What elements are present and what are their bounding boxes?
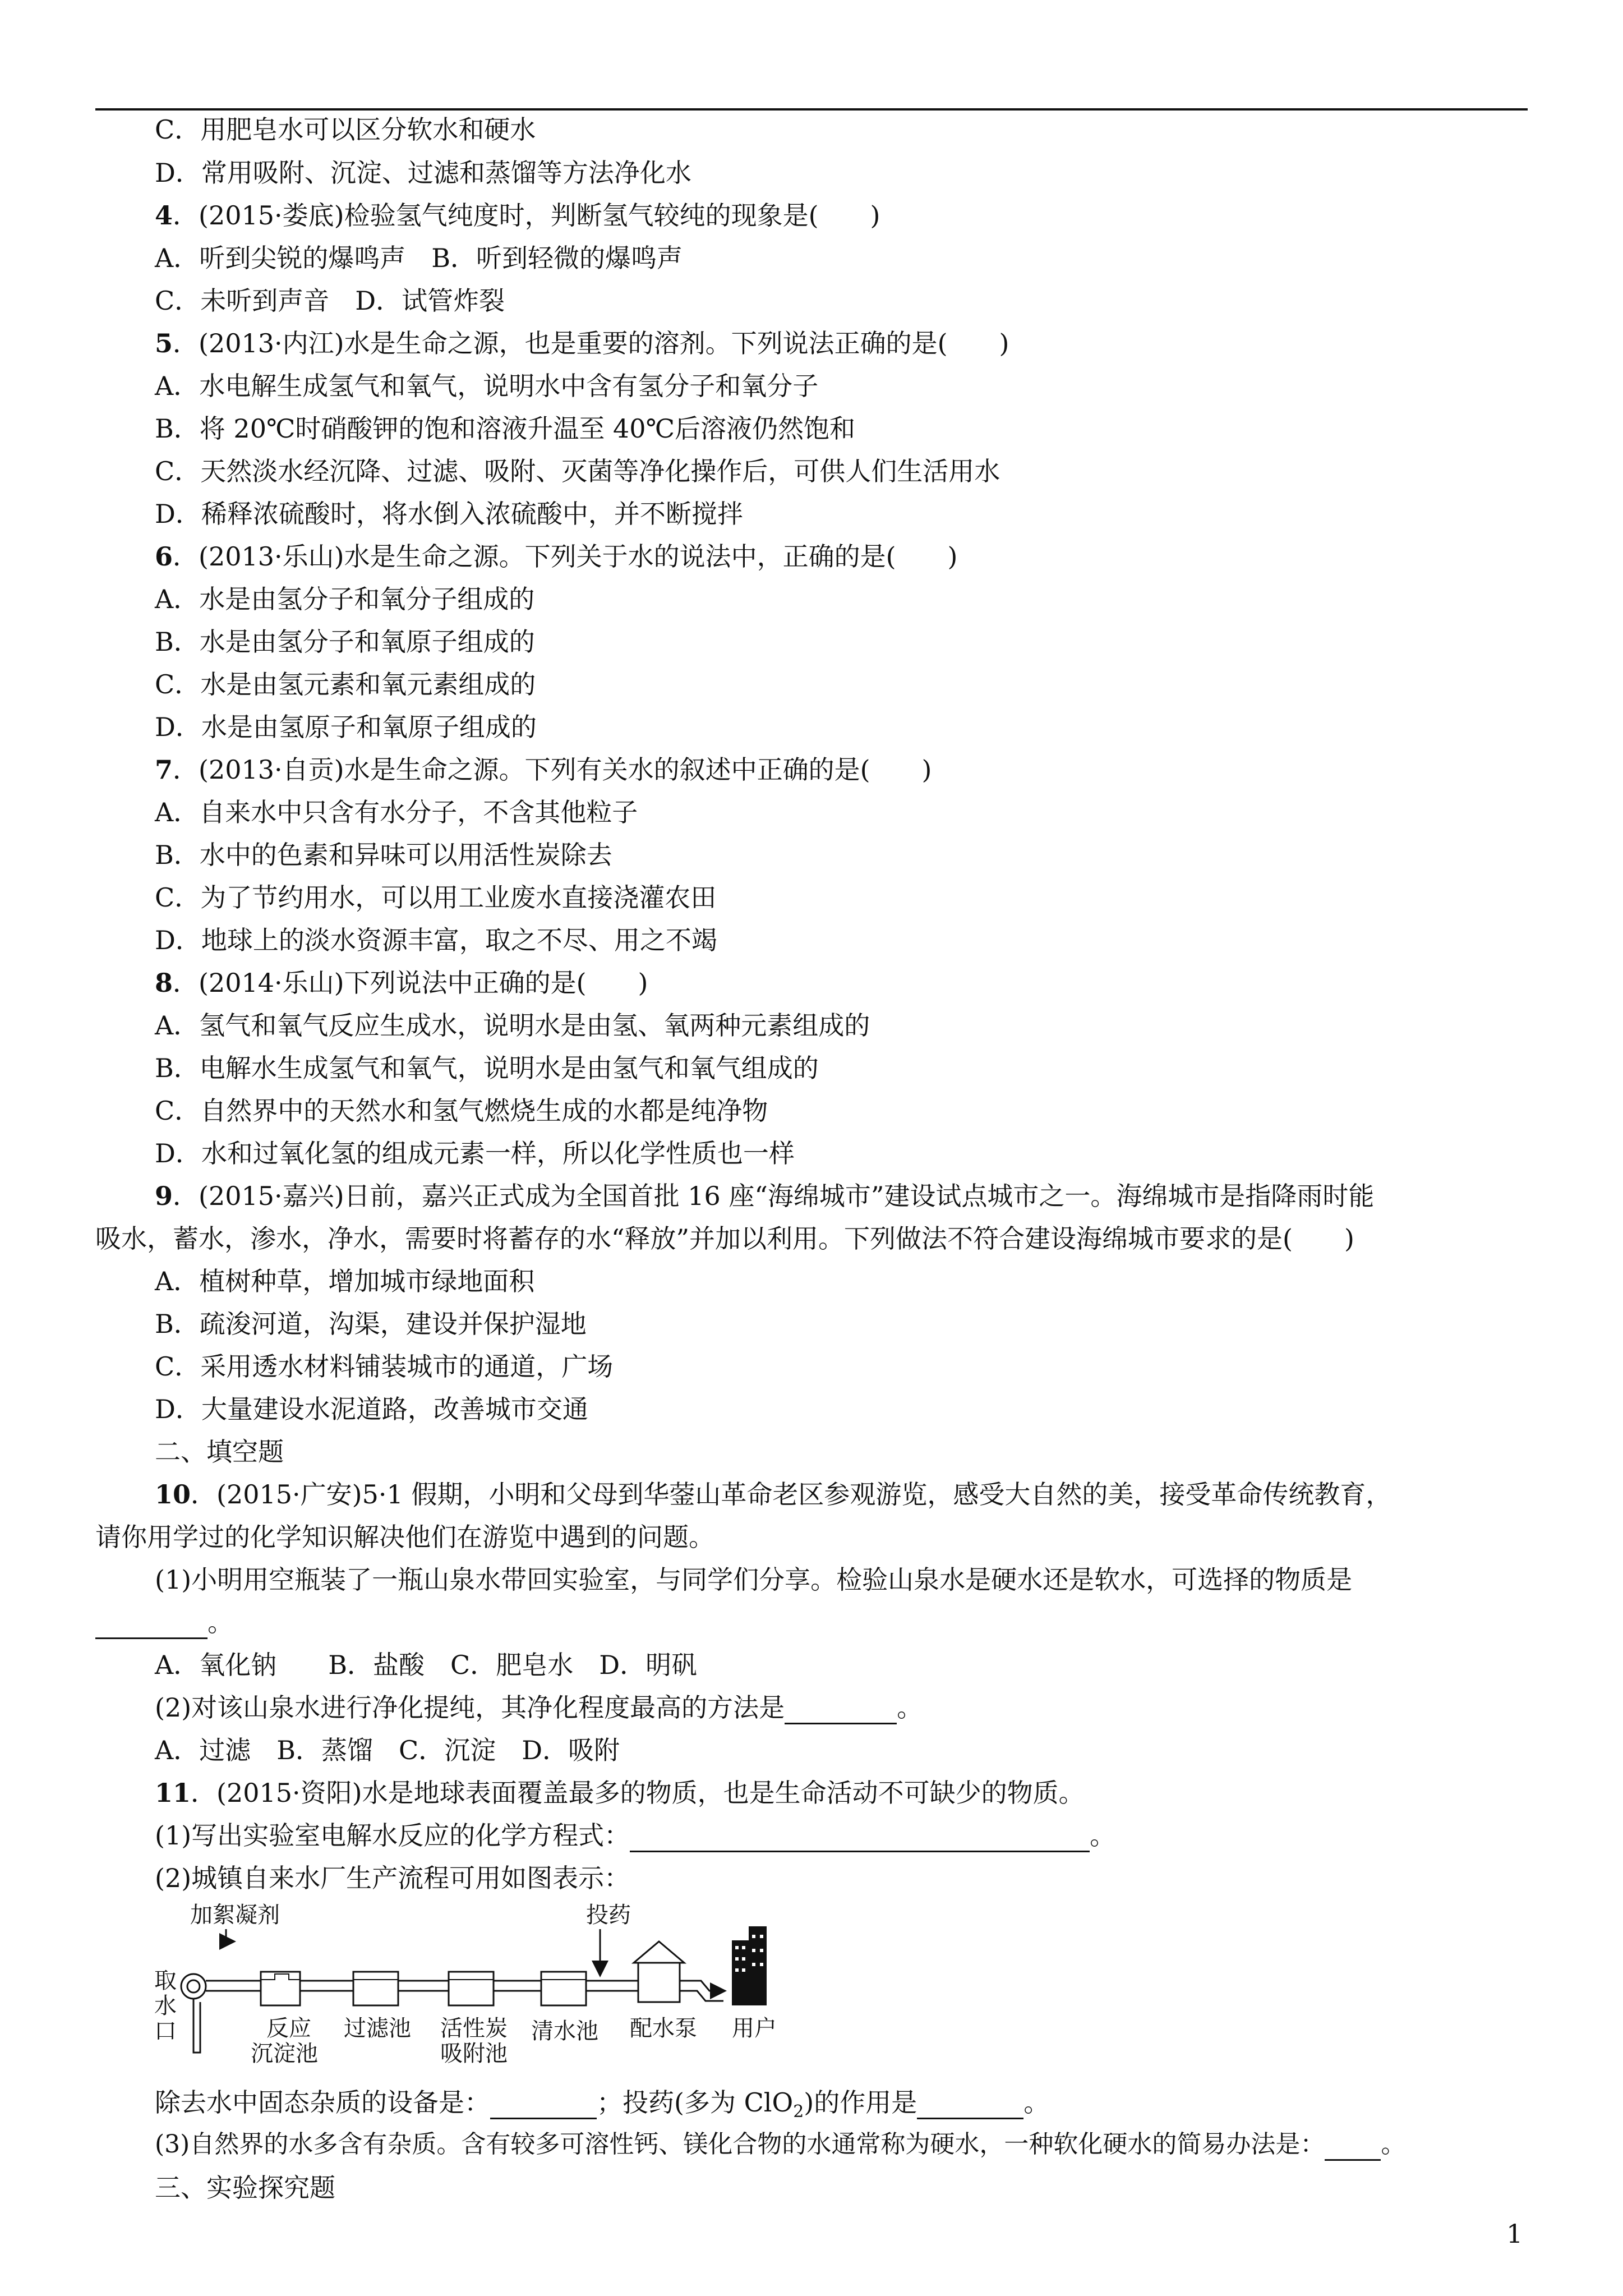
building-icon <box>749 1926 767 2005</box>
q5-option-b: B．将 20℃时硝酸钾的饱和溶液升温至 40℃后溶液仍然饱和 <box>155 413 856 444</box>
q10-part-1-answer <box>95 1608 233 1639</box>
question-text: ．(2015·广安)5·1 假期，小明和父母到华蓥山革命老区参观游览，感受大自然的美，接受革命传统教育， <box>191 1479 1392 1510</box>
q7-option-a: A．自来水中只含有水分子，不含其他粒子 <box>155 797 638 827</box>
dosing-label: 投药 <box>586 1902 631 1928</box>
q5-option-c: C．天然淡水经沉降、过滤、吸附、灭菌等净化操作后，可供人们生活用水 <box>155 456 1000 486</box>
q6-option-d: D．水是由氢原子和氧原子组成的 <box>155 712 537 742</box>
q8-option-b: B．电解水生成氢气和氧气，说明水是由氢气和氧气组成的 <box>155 1053 819 1083</box>
answer-blank[interactable] <box>917 2088 1023 2119</box>
part-text: )的作用是 <box>804 2087 917 2118</box>
question-text: ．(2013·自贡)水是生命之源。下列有关水的叙述中正确的是( ) <box>173 754 932 785</box>
intake-label: 水 <box>154 1993 177 2019</box>
question-6 <box>155 542 958 572</box>
pump-house-roof <box>634 1941 684 1963</box>
filter-tank <box>353 1972 398 2005</box>
intake-pipe-icon <box>181 1974 206 1999</box>
section-experiment: 三、实验探究题 <box>155 2173 335 2203</box>
question-5 <box>155 329 1009 358</box>
q7-option-c: C．为了节约用水，可以用工业废水直接浇灌农田 <box>155 882 717 913</box>
question-number: 5 <box>155 328 173 358</box>
q6-option-c: C．水是由氢元素和氧元素组成的 <box>155 669 536 700</box>
question-9 <box>155 1181 1374 1211</box>
part-text: (3)自然界的水多含有杂质。含有较多可溶性钙、镁化合物的水通常称为硬水，一种软化硬水的简易办法是： <box>155 2130 1325 2159</box>
intake-label: 口 <box>154 2018 177 2044</box>
q7-option-d: D．地球上的淡水资源丰富，取之不尽、用之不竭 <box>155 925 717 955</box>
question-4 <box>155 201 880 231</box>
q10-part-1-options: A．氧化钠 B．盐酸 C．肥皂水 D．明矾 <box>155 1650 698 1680</box>
period: 。 <box>897 1692 923 1723</box>
user-label: 用户 <box>732 2016 777 2041</box>
question-7 <box>155 755 932 785</box>
q8-option-a: A．氢气和氧气反应生成水，说明水是由氢、氧两种元素组成的 <box>155 1010 870 1041</box>
question-number: 11 <box>155 1778 191 1808</box>
q7-option-b: B．水中的色素和异味可以用活性炭除去 <box>155 840 612 870</box>
q9-option-a: A．植树种草，增加城市绿地面积 <box>155 1266 535 1296</box>
period: 。 <box>1023 2087 1050 2118</box>
question-11 <box>155 1778 1085 1808</box>
question-number: 6 <box>155 541 173 572</box>
tank-label: 沉淀池 <box>251 2041 318 2067</box>
q11-part-2: (2)城镇自来水厂生产流程可用如图表示： <box>155 1863 630 1893</box>
q8-option-d: D．水和过氧化氢的组成元素一样，所以化学性质也一样 <box>155 1138 795 1168</box>
q6-option-b: B．水是由氢分子和氧原子组成的 <box>155 627 535 657</box>
tank-label: 吸附池 <box>440 2041 508 2067</box>
part-text: ；投药(多为 ClO <box>597 2087 794 2118</box>
part-text: (1)写出实验室电解水反应的化学方程式： <box>155 1820 630 1851</box>
question-number: 4 <box>155 200 173 231</box>
period: 。 <box>208 1607 233 1637</box>
q10-part-2 <box>155 1693 923 1724</box>
section-fill-in: 二、填空题 <box>155 1437 284 1467</box>
clear-water-tank <box>541 1972 586 2005</box>
q11-part-3 <box>155 2131 1405 2161</box>
q11-part-1 <box>155 1821 1115 1852</box>
tank-label: 过滤池 <box>344 2016 411 2041</box>
header-rule <box>95 108 1528 111</box>
q5-option-d: D．稀释浓硫酸时，将水倒入浓硫酸中，并不断搅拌 <box>155 499 743 529</box>
q10-part-2-options: A．过滤 B．蒸馏 C．沉淀 D．吸附 <box>155 1735 620 1765</box>
building-icon <box>732 1940 749 2005</box>
pump-label: 配水泵 <box>630 2016 697 2041</box>
q4-options-ab: A．听到尖锐的爆鸣声 B．听到轻微的爆鸣声 <box>155 243 683 273</box>
question-text: ．(2014·乐山)下列说法中正确的是( ) <box>173 968 648 998</box>
reaction-sedimentation-tank <box>261 1972 300 2005</box>
question-text: ．(2015·资阳)水是地球表面覆盖最多的物质，也是生命活动不可缺少的物质。 <box>191 1778 1085 1808</box>
question-text: ．(2013·内江)水是生命之源，也是重要的溶剂。下列说法正确的是( ) <box>173 328 1009 358</box>
q8-option-c: C．自然界中的天然水和氢气燃烧生成的水都是纯净物 <box>155 1096 768 1126</box>
question-8 <box>155 968 648 998</box>
question-10 <box>155 1480 1391 1510</box>
answer-blank[interactable] <box>490 2088 597 2119</box>
q4-options-cd: C．未听到声音 D．试管炸裂 <box>155 286 505 316</box>
water-pump-icon <box>638 1963 680 2002</box>
subscript: 2 <box>793 2102 804 2122</box>
q9-option-c: C．采用透水材料铺装城市的通道，广场 <box>155 1351 614 1382</box>
question-number: 9 <box>155 1181 173 1211</box>
water-treatment-flow-diagram <box>154 1895 794 2075</box>
page-number: 1 <box>1506 2219 1523 2249</box>
question-10-continued: 请你用学过的化学知识解决他们在游览中遇到的问题。 <box>95 1522 714 1552</box>
question-number: 10 <box>155 1479 191 1510</box>
tank-label: 清水池 <box>531 2018 598 2044</box>
q5-option-a: A．水电解生成氢气和氧气，说明水中含有氢分子和氧分子 <box>155 371 819 401</box>
period: 。 <box>1381 2130 1406 2159</box>
part-text: (2)对该山泉水进行净化提纯，其净化程度最高的方法是 <box>155 1692 785 1723</box>
tank-label: 反应 <box>266 2016 311 2041</box>
tank-label: 活性炭 <box>440 2016 508 2041</box>
activated-carbon-tank <box>449 1972 494 2005</box>
q3-option-d: D．常用吸附、沉淀、过滤和蒸馏等方法净化水 <box>155 158 691 188</box>
question-9-continued: 吸水，蓄水，渗水，净水，需要时将蓄存的水“释放”并加以利用。下列做法不符合建设海绵城市要求的是( ) <box>95 1223 1354 1254</box>
question-number: 7 <box>155 754 173 785</box>
question-text: ．(2015·娄底)检验氢气纯度时，判断氢气较纯的现象是( ) <box>173 200 880 231</box>
answer-blank[interactable] <box>630 1821 1090 1852</box>
q9-option-b: B．疏浚河道，沟渠，建设并保护湿地 <box>155 1309 587 1339</box>
answer-blank[interactable] <box>1325 2131 1381 2161</box>
q3-option-c: C．用肥皂水可以区分软水和硬水 <box>155 114 536 145</box>
answer-blank[interactable] <box>95 1608 208 1639</box>
question-text: ．(2015·嘉兴)日前，嘉兴正式成为全国首批 16 座“海绵城市”建设试点城市之一。海绵城市是指降雨时能 <box>173 1181 1375 1211</box>
q6-option-a: A．水是由氢分子和氧分子组成的 <box>155 584 535 614</box>
coagulant-label: 加絮凝剂 <box>190 1902 280 1928</box>
period: 。 <box>1090 1820 1116 1851</box>
q11-part-2-question <box>155 2088 1049 2122</box>
part-text: 除去水中固态杂质的设备是： <box>155 2087 490 2118</box>
intake-label: 取 <box>154 1968 177 1994</box>
q9-option-d: D．大量建设水泥道路，改善城市交通 <box>155 1394 588 1424</box>
question-number: 8 <box>155 968 173 998</box>
q10-part-1: (1)小明用空瓶装了一瓶山泉水带回实验室，与同学们分享。检验山泉水是硬水还是软水，可选择的物质是 <box>155 1565 1353 1595</box>
question-text: ．(2013·乐山)水是生命之源。下列关于水的说法中，正确的是( ) <box>173 541 958 572</box>
answer-blank[interactable] <box>785 1693 897 1724</box>
